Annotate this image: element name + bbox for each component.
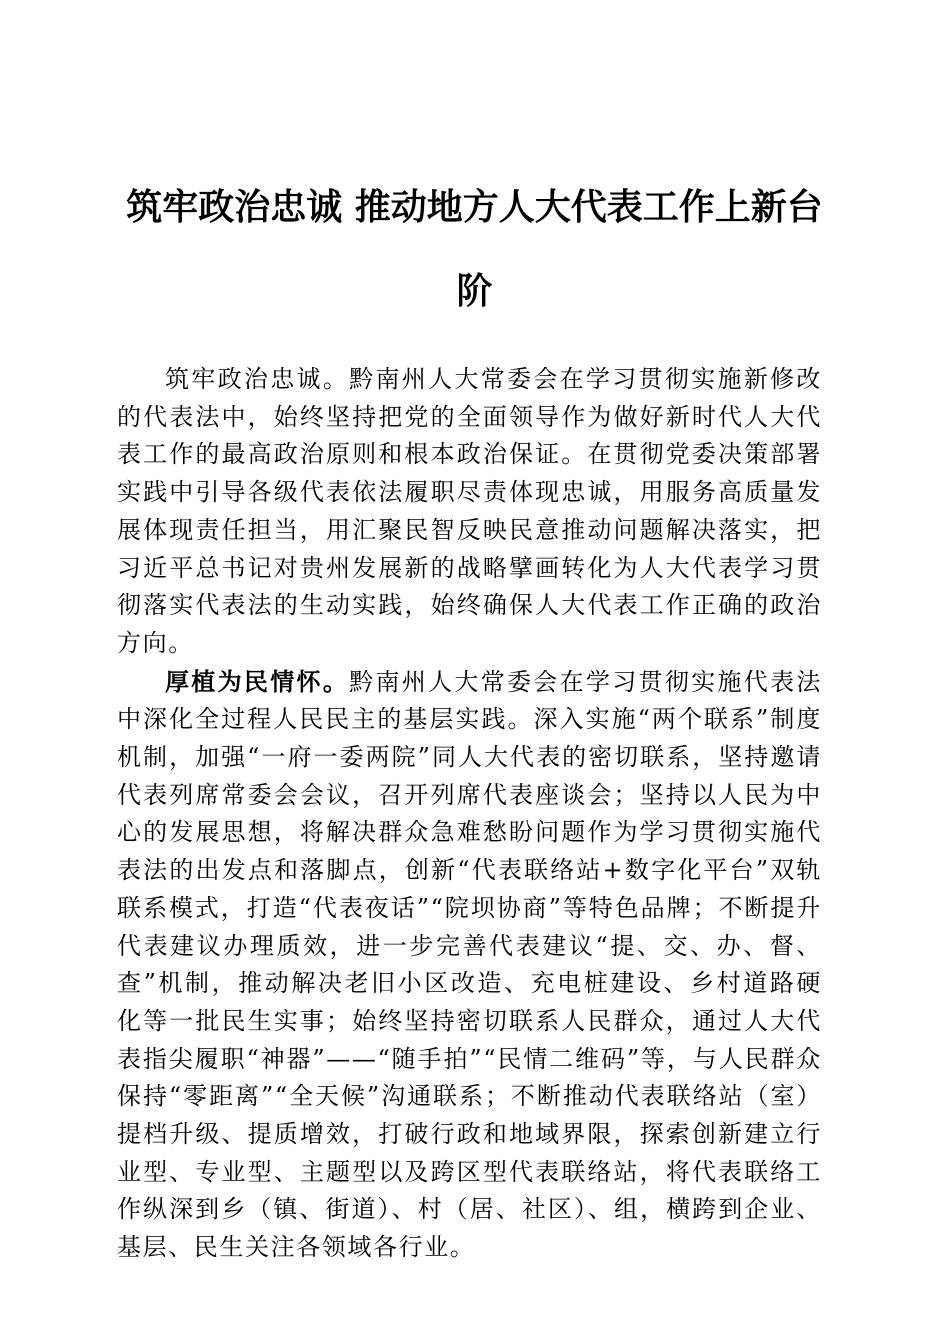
paragraph-people-centered (117, 663, 822, 1267)
paragraph-text: 筑牢政治忠诚。黔南州人大常委会在学习贯彻实施新修改的代表法中，始终坚持把党的全面领导作为做好新时代人大代表工作的最高政治原则和根本政治保证。在贯彻党委决策部署实践中引导各级代表依法履职尽责体现忠诚，用服务高质量发展体现责任担当，用汇聚民智反映民意推动问题解决落实，把习近平总书记对贵州发展新的战略擘画转化为人大代表学习贯彻落实代表法的生动实践，始终确保人大代表工作正确的政治方向。 (117, 365, 822, 657)
paragraph-lead: 厚植为民情怀。 (165, 666, 350, 696)
document-body (117, 360, 822, 1267)
paragraph-political-loyalty (117, 360, 822, 663)
paragraph-text: 黔南州人大常委会在学习贯彻实施代表法中深化全过程人民民主的基层实践。深入实施“两个联系”制度机制，加强“一府一委两院”同人大代表的密切联系，坚持邀请代表列席常委会会议，召开列席代表座谈会；坚持以人民为中心的发展思想，将解决群众急难愁盼问题作为学习贯彻实施代表法的出发点和落脚点，创新“代表联络站+数字化平台”双轨联系模式，打造“代表夜话”“院坝协商”等特色品牌；不断提升代表建议办理质效，进一步完善代表建议“提、交、办、督、查”机制，推动解决老旧小区改造、充电桩建设、乡村道路硬化等一批民生实事；始终坚持密切联系人民群众，通过人大代表指尖履职“神器”——“随手拍”“民情二维码”等，与人民群众保持“零距离”“全天候”沟通联系；不断推动代表联络站（室）提档升级、提质增效，打破行政和地域界限，探索创新建立行业型、专业型、主题型以及跨区型代表联络站，将代表联络工作纵深到乡（镇、街道）、村（居、社区）、组，横跨到企业、基层、民生关注各领域各行业。 (117, 667, 822, 1262)
document-title: 筑牢政治忠诚 推动地方人大代表工作上新台阶 (126, 186, 823, 312)
